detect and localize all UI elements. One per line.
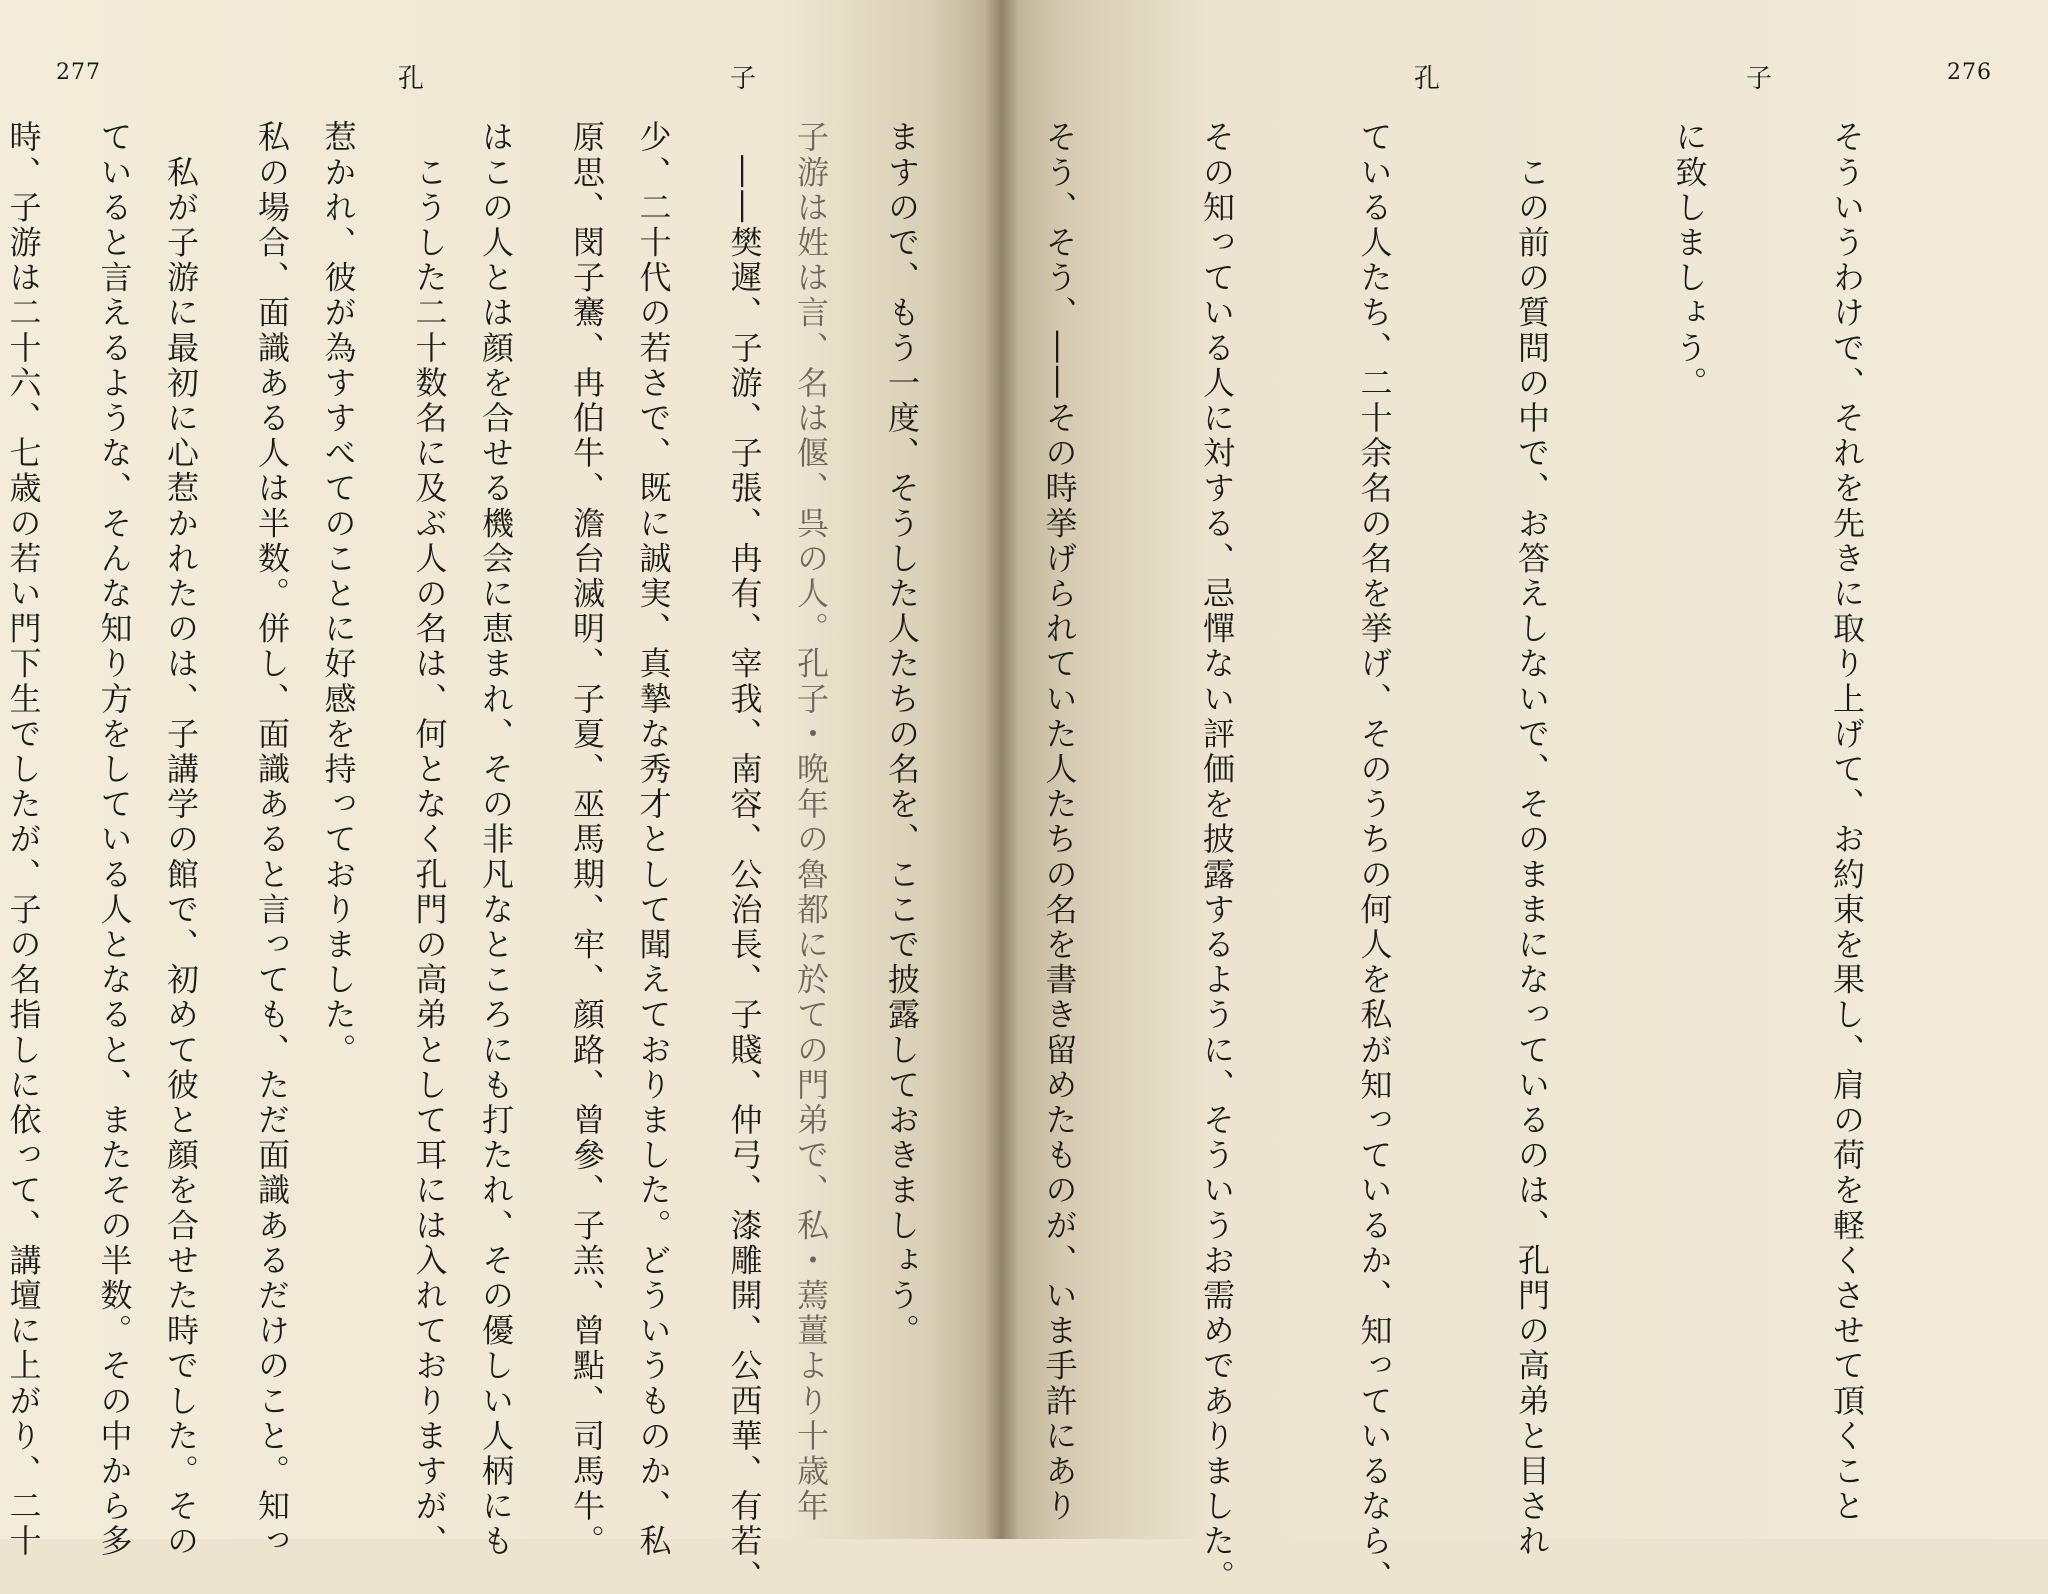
text-line: はこの人とは顔を合せる機会に恵まれ、その非凡なところにも打たれ、その優しい人柄にも [477, 120, 515, 1560]
right-running-title: 孔 子 [1414, 64, 1913, 94]
text-line: 私が子游に最初に心惹かれたのは、子講学の館で、初めて彼と顔を合せた時でした。その [162, 120, 200, 1560]
text-line: そう、そう、――その時挙げられていた人たちの名を書き留めたものが、いま手許にあり [1040, 120, 1079, 1524]
text-line: 惹かれ、彼が為すすべてのことに好感を持っておりました。 [319, 120, 358, 1068]
text-line: ますので、もう一度、そうした人たちの名を、ここで披露しておきましょう。 [883, 120, 921, 1349]
text-line: 私の場合、面識ある人は半数。併し、面識あると言っても、ただ面識あるだけのこと。知っ [253, 120, 291, 1560]
text-line: こうした二十数名に及ぶ人の名は、何となく孔門の高弟として耳には入れておりますが、 [410, 120, 449, 1560]
text-line: 少、二十代の若さで、既に誠実、真摯な秀才として聞えておりました。どういうものか、私 [634, 120, 673, 1560]
text-line: に致しましょう。 [1670, 120, 1709, 401]
text-line: 時、子游は二十六、七歳の若い門下生でしたが、子の名指しに依って、講壇に上がり、二十 [4, 120, 43, 1560]
text-line: 子游は姓は言、名は偃、呉の人。孔子・晩年の魯都に於ての門弟で、私・蔫薑より十歳年 [792, 120, 830, 1524]
text-line: 原思、閔子騫、冉伯牛、澹台滅明、子夏、巫馬期、牢、顔路、曾參、子羔、曾點、司馬牛。 [568, 120, 606, 1560]
book-gutter [985, 0, 1019, 1539]
left-page-number: 277 [56, 60, 101, 85]
text-line: ている人たち、二十余名の名を挙げ、そのうちの何人を私が知っているか、知っているなら、 [1355, 120, 1394, 1594]
left-running-title: 孔 子 [398, 64, 897, 94]
text-line: そういうわけで、それを先きに取り上げて、お約束を果し、肩の荷を軽くさせて頂くこと [1828, 120, 1866, 1524]
text-line: ていると言えるような、そんな知り方をしている人となると、またその半数。その中から多 [95, 120, 134, 1560]
text-line: その知っている人に対する、忌憚ない評価を披露するように、そういうお需めでありました。 [1198, 120, 1236, 1594]
text-line: ――樊遲、子游、子張、冉有、宰我、南容、公治長、子賤、仲弓、漆雕開、公西華、有若、 [725, 120, 764, 1594]
right-page-number: 276 [1947, 60, 1992, 85]
text-line: この前の質問の中で、お答えしないで、そのままになっているのは、孔門の高弟と目され [1513, 120, 1551, 1560]
